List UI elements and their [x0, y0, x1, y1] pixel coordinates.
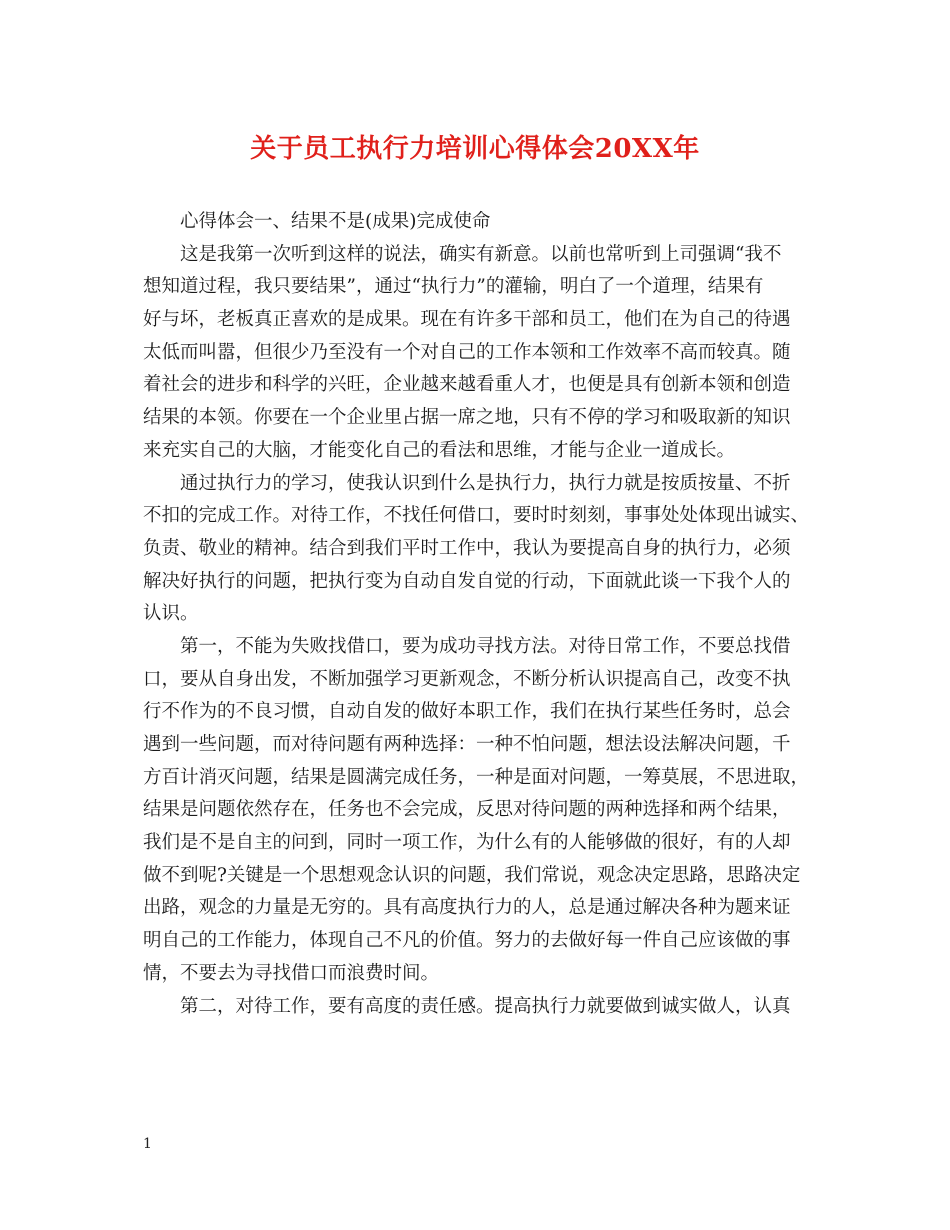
paragraph-line: 结果的本领。你要在一个企业里占据一席之地，只有不停的学习和吸取新的知识: [143, 407, 791, 429]
document-title: 关于员工执行力培训心得体会20XX年: [250, 134, 700, 164]
paragraph-line: 通过执行力的学习，使我认识到什么是执行力，执行力就是按质按量、不折: [180, 472, 791, 494]
paragraph-line: 来充实自己的大脑，才能变化自己的看法和思维，才能与企业一道成长。: [143, 439, 736, 461]
paragraph-line: 方百计消灭问题，结果是圆满完成任务，一种是面对问题，一筹莫展，不思进取，: [143, 766, 810, 788]
page-number: 1: [143, 1136, 152, 1152]
paragraph-line: 出路，观念的力量是无穷的。具有高度执行力的人，总是通过解决各种为题来证: [143, 897, 791, 919]
paragraph-line: 认识。: [143, 603, 199, 625]
paragraph-line: 想知道过程，我只要结果”，通过“执行力”的灌输，明白了一个道理，结果有: [143, 276, 764, 298]
paragraph-line: 结果是问题依然存在，任务也不会完成，反思对待问题的两种选择和两个结果，: [143, 799, 791, 821]
paragraph-line: 第二，对待工作，要有高度的责任感。提高执行力就要做到诚实做人，认真: [180, 995, 791, 1017]
paragraph-line: 负责、敬业的精神。结合到我们平时工作中，我认为要提高自身的执行力，必须: [143, 537, 791, 559]
paragraph-line: 着社会的进步和科学的兴旺，企业越来越看重人才，也便是具有创新本领和创造: [143, 374, 791, 396]
paragraph-line: 解决好执行的问题，把执行变为自动自发自觉的行动，下面就此谈一下我个人的: [143, 570, 791, 592]
paragraph-line: 不扣的完成工作。对待工作，不找任何借口，要时时刻刻，事事处处体现出诚实、: [143, 505, 810, 527]
section-heading: 心得体会一、结果不是(成果)完成使命: [180, 211, 491, 232]
paragraph-line: 太低而叫嚣，但很少乃至没有一个对自己的工作本领和工作效率不高而较真。随: [143, 341, 791, 363]
paragraph-line: 遇到一些问题，而对待问题有两种选择：一种不怕问题，想法设法解决问题，千: [143, 734, 791, 755]
paragraph-line: 做不到呢?关键是一个思想观念认识的问题，我们常说，观念决定思路，思路决定: [143, 864, 801, 886]
paragraph-line: 这是我第一次听到这样的说法，确实有新意。以前也常听到上司强调“我不: [180, 243, 782, 265]
paragraph-line: 第一，不能为失败找借口，要为成功寻找方法。对待日常工作，不要总找借: [180, 635, 791, 657]
paragraph-line: 好与坏，老板真正喜欢的是成果。现在有许多干部和员工，他们在为自己的待遇: [143, 309, 791, 331]
paragraph-line: 行不作为的不良习惯，自动自发的做好本职工作，我们在执行某些任务时，总会: [143, 701, 791, 723]
document-body: [143, 206, 818, 1023]
paragraph-line: 情，不要去为寻找借口而浪费时间。: [143, 962, 440, 984]
paragraph-line: 口，要从自身出发，不断加强学习更新观念，不断分析认识提高自己，改变不执: [143, 668, 791, 690]
paragraph-line: 明自己的工作能力，体现自己不凡的价值。努力的去做好每一件自己应该做的事: [143, 930, 791, 952]
paragraph-line: 我们是不是自主的问到，同时一项工作，为什么有的人能够做的很好，有的人却: [143, 832, 791, 854]
